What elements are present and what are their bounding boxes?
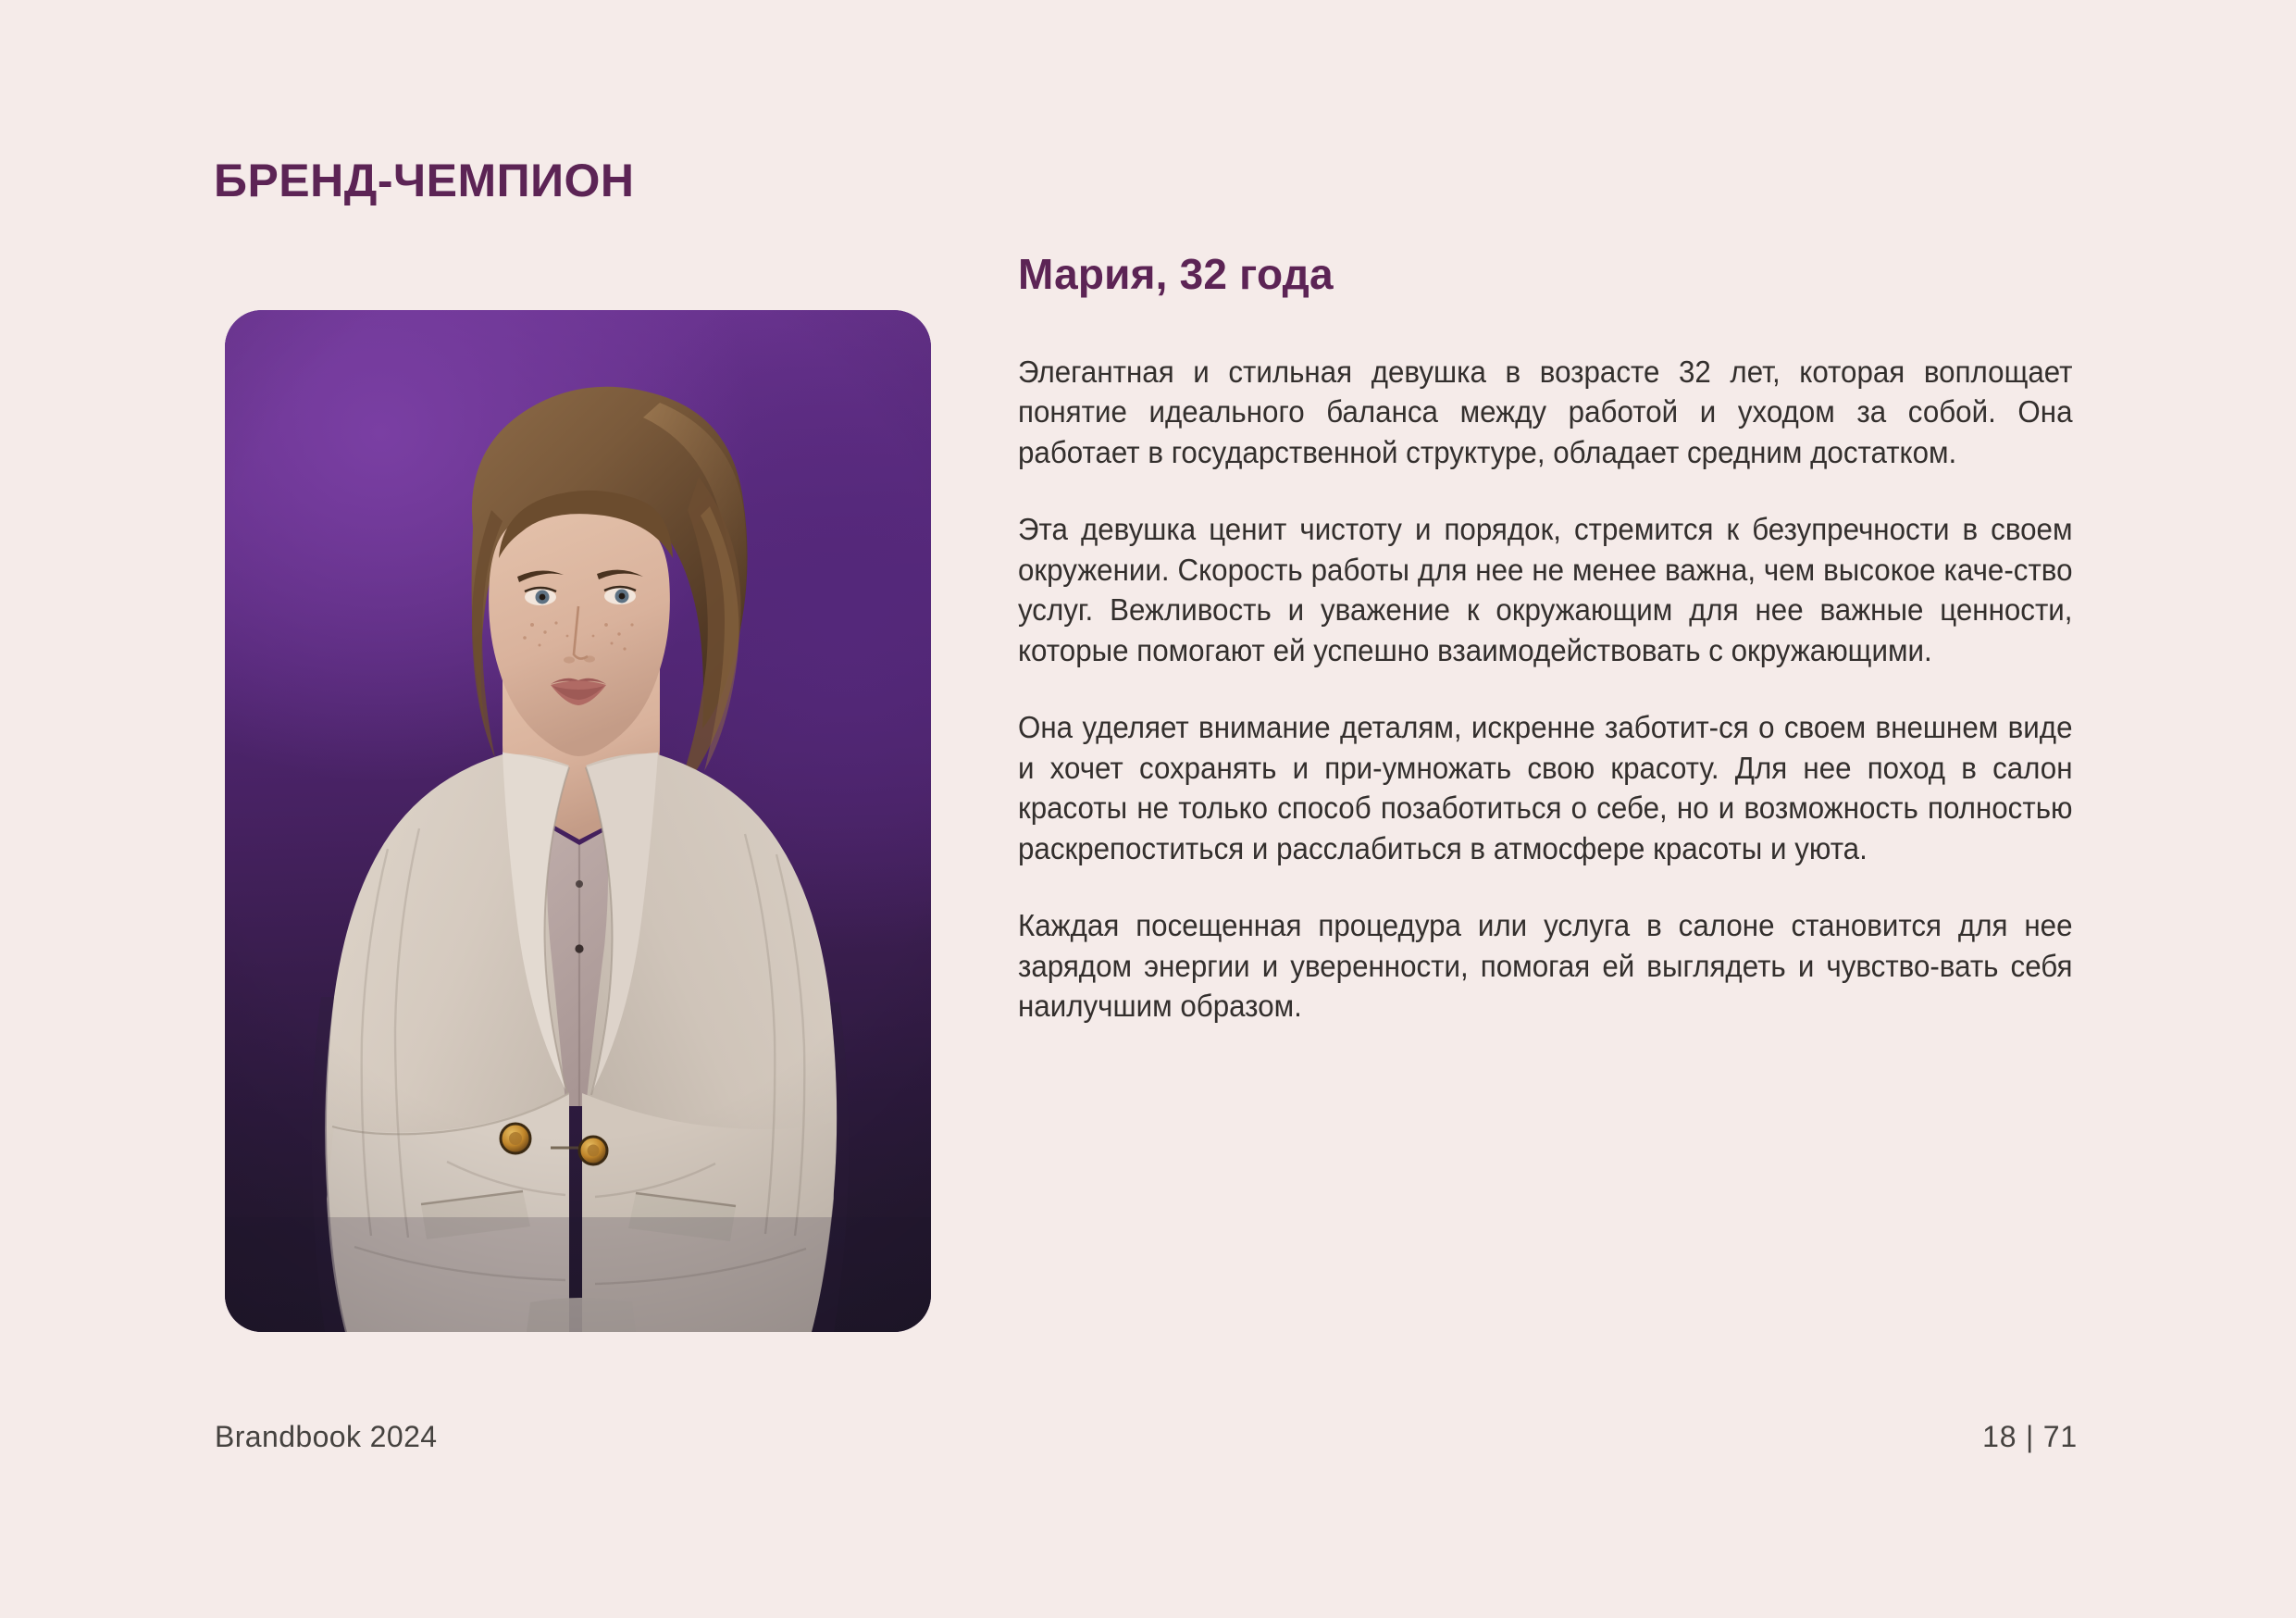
footer-page-indicator: 18 | 71 (1982, 1420, 2078, 1453)
page-title: БРЕНД-ЧЕМПИОН (214, 155, 635, 206)
footer-brand-label: Brandbook 2024 (215, 1420, 438, 1453)
persona-description (1018, 353, 2072, 1027)
persona-paragraph: Она уделяет внимание деталям, искренне заботит-ся о своем внешнем виде и хочет сохранять и при-умножать свою красоту. Для нее поход в салон красоты не только способ позаботиться о себе, но и возможность полностью раскрепоститься и расслабиться в атмосфере красоты и уюта. (1018, 711, 2073, 866)
photo-vignette (225, 310, 931, 1332)
persona-paragraph: Элегантная и стильная девушка в возрасте 32 лет, которая воплощает понятие идеального баланса между работой и уходом за собой. Она работает в государственной структуре, обладает средним достатком. (1018, 355, 2073, 470)
persona-photo-card (225, 310, 931, 1332)
persona-heading: Мария, 32 года (1018, 250, 1334, 298)
persona-paragraph: Эта девушка ценит чистоту и порядок, стремится к безупречности в своем окружении. Скорость работы для нее не менее важна, чем высокое каче-ство услуг. Вежливость и уважение к окружающим для нее важные ценности, которые помогают ей успешно взаимодействовать с окружающими. (1018, 513, 2073, 668)
persona-content-column (1018, 250, 2072, 1027)
persona-paragraph: Каждая посещенная процедура или услуга в салоне становится для нее зарядом энергии и уверенности, помогая ей выглядеть и чувство-вать себя наилучшим образом. (1018, 909, 2073, 1025)
